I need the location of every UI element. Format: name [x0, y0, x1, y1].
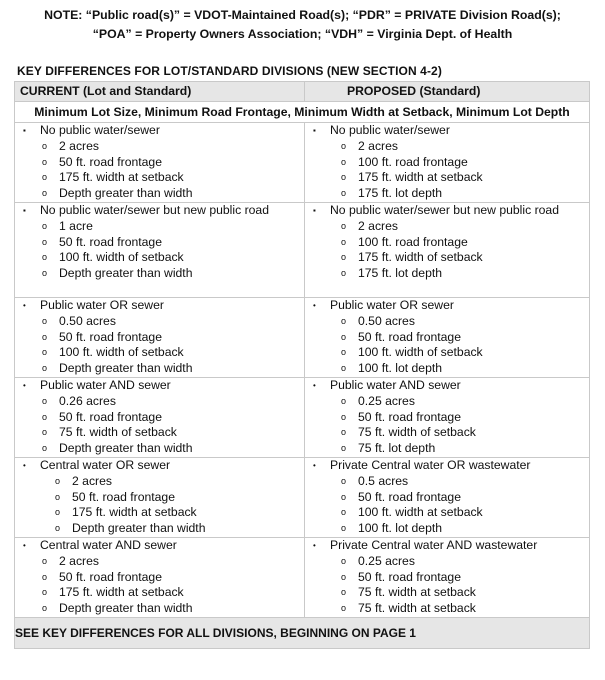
round-bullet-icon: •: [23, 381, 26, 390]
requirement-text: 2 acres: [358, 218, 398, 233]
requirement-item: [305, 570, 589, 586]
circle-bullet-icon: o: [42, 156, 48, 167]
circle-bullet-icon: o: [42, 252, 48, 263]
requirement-text: Depth greater than width: [72, 521, 206, 536]
requirement-text: 50 ft. road frontage: [59, 569, 162, 584]
circle-bullet-icon: o: [42, 571, 48, 582]
requirement-item: [15, 474, 304, 490]
square-bullet-icon: ▪: [313, 206, 316, 215]
proposed-column-header: PROPOSED (Standard): [305, 82, 590, 102]
note-line-2: “POA” = Property Owners Association; “VDH” = Virginia Dept. of Health: [92, 27, 513, 41]
circle-bullet-icon: o: [42, 443, 48, 454]
requirement-item: [15, 570, 304, 586]
square-bullet-icon: ▪: [313, 126, 316, 135]
requirement-item: [305, 521, 589, 537]
circle-bullet-icon: o: [341, 427, 347, 438]
category-item: [305, 123, 589, 139]
requirement-text: 2 acres: [59, 553, 99, 568]
requirement-item: [305, 474, 589, 490]
requirement-text: 2 acres: [72, 473, 112, 488]
circle-bullet-icon: o: [341, 411, 347, 422]
requirement-item: [15, 314, 304, 330]
category-item: [305, 203, 589, 219]
category-label: Public water OR sewer: [330, 298, 454, 312]
requirement-text: 0.26 acres: [59, 393, 116, 408]
requirement-item: [15, 266, 304, 282]
current-cell: [15, 203, 305, 298]
category-item: [305, 458, 589, 474]
requirement-item: [305, 235, 589, 251]
square-bullet-icon: ▪: [23, 126, 26, 135]
requirement-text: 0.5 acres: [358, 473, 409, 488]
circle-bullet-icon: o: [341, 491, 347, 502]
requirement-item: [305, 186, 589, 202]
circle-bullet-icon: o: [341, 555, 347, 566]
category-label: No public water/sewer but new public road: [40, 203, 269, 217]
subheader-row: [15, 102, 590, 123]
requirement-item: [15, 521, 304, 537]
requirement-item: [305, 601, 589, 617]
circle-bullet-icon: o: [341, 523, 347, 534]
requirement-item: [305, 490, 589, 506]
category-label: No public water/sewer: [330, 123, 450, 137]
requirement-text: Depth greater than width: [59, 266, 193, 281]
category-item: [15, 203, 304, 219]
category-item: [15, 123, 304, 139]
requirement-text: 75 ft. width of setback: [59, 425, 177, 440]
requirement-item: [305, 410, 589, 426]
circle-bullet-icon: o: [55, 507, 61, 518]
category-label: Private Central water AND wastewater: [330, 538, 538, 552]
note-line-1: NOTE: “Public road(s)” = VDOT-Maintained Road(s); “PDR” = PRIVATE Division Road(s);: [44, 8, 561, 22]
definitions-note: [0, 6, 605, 44]
circle-bullet-icon: o: [341, 363, 347, 374]
current-cell: [15, 378, 305, 458]
requirement-item: [305, 266, 589, 282]
requirement-text: 175 ft. width at setback: [59, 170, 184, 185]
requirement-item: [15, 505, 304, 521]
requirement-text: 2 acres: [59, 138, 99, 153]
requirement-item: [15, 554, 304, 570]
category-label: No public water/sewer but new public road: [330, 203, 559, 217]
circle-bullet-icon: o: [42, 220, 48, 231]
requirement-text: 100 ft. road frontage: [358, 234, 468, 249]
category-item: [15, 538, 304, 554]
requirement-text: 100 ft. width of setback: [358, 345, 483, 360]
circle-bullet-icon: o: [341, 475, 347, 486]
requirement-item: [305, 361, 589, 377]
requirement-text: 50 ft. road frontage: [358, 569, 461, 584]
circle-bullet-icon: o: [42, 395, 48, 406]
requirement-item: [305, 314, 589, 330]
requirement-text: 175 ft. width of setback: [358, 250, 483, 265]
requirement-item: [15, 170, 304, 186]
circle-bullet-icon: o: [341, 507, 347, 518]
requirement-text: 175 ft. width at setback: [59, 585, 184, 600]
requirement-text: 175 ft. width at setback: [72, 505, 197, 520]
requirement-text: Depth greater than width: [59, 601, 193, 616]
requirement-item: [15, 186, 304, 202]
category-label: Public water AND sewer: [40, 378, 171, 392]
requirement-text: 175 ft. width at setback: [358, 170, 483, 185]
round-bullet-icon: •: [313, 381, 316, 390]
category-item: [305, 538, 589, 554]
requirement-item: [305, 155, 589, 171]
circle-bullet-icon: o: [55, 475, 61, 486]
requirement-item: [15, 235, 304, 251]
requirement-text: 1 acre: [59, 218, 93, 233]
requirement-text: 100 ft. lot depth: [358, 361, 443, 376]
requirement-text: 50 ft. road frontage: [59, 409, 162, 424]
current-cell: [15, 538, 305, 618]
circle-bullet-icon: o: [341, 172, 347, 183]
requirement-text: 50 ft. road frontage: [59, 329, 162, 344]
current-cell: [15, 458, 305, 538]
category-item: [305, 298, 589, 314]
circle-bullet-icon: o: [341, 252, 347, 263]
category-label: Private Central water OR wastewater: [330, 458, 531, 472]
circle-bullet-icon: o: [341, 603, 347, 614]
circle-bullet-icon: o: [42, 587, 48, 598]
proposed-cell: [305, 123, 590, 203]
table-row: [15, 458, 590, 538]
requirement-item: [305, 250, 589, 266]
category-item: [15, 298, 304, 314]
requirement-item: [305, 345, 589, 361]
circle-bullet-icon: o: [341, 331, 347, 342]
requirement-item: [15, 490, 304, 506]
circle-bullet-icon: o: [341, 268, 347, 279]
round-bullet-icon: •: [23, 461, 26, 470]
circle-bullet-icon: o: [55, 491, 61, 502]
circle-bullet-icon: o: [341, 140, 347, 151]
circle-bullet-icon: o: [341, 188, 347, 199]
requirement-text: 75 ft. width at setback: [358, 585, 476, 600]
header-row: [15, 82, 590, 102]
requirement-text: Depth greater than width: [59, 441, 193, 456]
circle-bullet-icon: o: [341, 220, 347, 231]
circle-bullet-icon: o: [341, 156, 347, 167]
round-bullet-icon: •: [313, 301, 316, 310]
proposed-cell: [305, 538, 590, 618]
circle-bullet-icon: o: [42, 603, 48, 614]
category-label: Public water OR sewer: [40, 298, 164, 312]
table-row: [15, 203, 590, 298]
requirement-text: 100 ft. road frontage: [358, 154, 468, 169]
table-row: [15, 123, 590, 203]
requirement-text: 175 ft. lot depth: [358, 186, 443, 201]
requirement-item: [15, 250, 304, 266]
category-label: No public water/sewer: [40, 123, 160, 137]
requirement-text: 75 ft. width at setback: [358, 601, 476, 616]
category-label: Public water AND sewer: [330, 378, 461, 392]
requirement-text: Depth greater than width: [59, 186, 193, 201]
circle-bullet-icon: o: [341, 236, 347, 247]
category-item: [15, 458, 304, 474]
table-row: [15, 378, 590, 458]
requirement-text: 100 ft. lot depth: [358, 521, 443, 536]
requirement-text: Depth greater than width: [59, 361, 193, 376]
circle-bullet-icon: o: [341, 571, 347, 582]
circle-bullet-icon: o: [42, 331, 48, 342]
proposed-cell: [305, 203, 590, 298]
requirement-item: [305, 425, 589, 441]
requirement-item: [15, 441, 304, 457]
requirement-text: 50 ft. road frontage: [358, 409, 461, 424]
requirement-item: [305, 170, 589, 186]
requirement-text: 0.25 acres: [358, 393, 415, 408]
requirement-item: [15, 330, 304, 346]
circle-bullet-icon: o: [42, 140, 48, 151]
circle-bullet-icon: o: [42, 315, 48, 326]
round-bullet-icon: •: [313, 461, 316, 470]
requirement-text: 0.50 acres: [358, 313, 415, 328]
requirement-item: [305, 394, 589, 410]
key-differences-table: [14, 81, 590, 649]
criteria-subheader: Minimum Lot Size, Minimum Road Frontage, Minimum Width at Setback, Minimum Lot Depth: [15, 102, 590, 123]
footer-row: [15, 618, 590, 649]
requirement-item: [305, 330, 589, 346]
proposed-cell: [305, 458, 590, 538]
circle-bullet-icon: o: [341, 587, 347, 598]
requirement-item: [15, 425, 304, 441]
requirement-text: 50 ft. road frontage: [358, 489, 461, 504]
table-row: [15, 538, 590, 618]
proposed-cell: [305, 298, 590, 378]
round-bullet-icon: •: [23, 541, 26, 550]
current-column-header: CURRENT (Lot and Standard): [15, 82, 305, 102]
requirement-item: [305, 505, 589, 521]
circle-bullet-icon: o: [341, 395, 347, 406]
circle-bullet-icon: o: [42, 363, 48, 374]
requirement-text: 100 ft. width of setback: [59, 250, 184, 265]
circle-bullet-icon: o: [42, 347, 48, 358]
requirement-item: [15, 345, 304, 361]
requirement-text: 50 ft. road frontage: [358, 329, 461, 344]
circle-bullet-icon: o: [42, 172, 48, 183]
current-cell: [15, 123, 305, 203]
category-item: [15, 378, 304, 394]
requirement-item: [15, 361, 304, 377]
requirement-item: [305, 554, 589, 570]
requirement-item: [305, 139, 589, 155]
circle-bullet-icon: o: [42, 188, 48, 199]
requirement-text: 2 acres: [358, 138, 398, 153]
square-bullet-icon: ▪: [23, 206, 26, 215]
requirement-item: [15, 394, 304, 410]
circle-bullet-icon: o: [341, 347, 347, 358]
requirement-text: 75 ft. width of setback: [358, 425, 476, 440]
circle-bullet-icon: o: [55, 523, 61, 534]
requirement-item: [15, 139, 304, 155]
requirement-item: [15, 219, 304, 235]
circle-bullet-icon: o: [341, 315, 347, 326]
circle-bullet-icon: o: [42, 555, 48, 566]
requirement-text: 0.50 acres: [59, 313, 116, 328]
requirement-item: [305, 585, 589, 601]
category-item: [305, 378, 589, 394]
requirement-item: [15, 601, 304, 617]
requirement-text: 175 ft. lot depth: [358, 266, 443, 281]
round-bullet-icon: •: [23, 301, 26, 310]
requirement-text: 50 ft. road frontage: [59, 154, 162, 169]
proposed-cell: [305, 378, 590, 458]
requirement-item: [15, 410, 304, 426]
requirement-text: 0.25 acres: [358, 553, 415, 568]
requirement-item: [15, 585, 304, 601]
requirement-text: 50 ft. road frontage: [72, 489, 175, 504]
requirement-text: 100 ft. width at setback: [358, 505, 483, 520]
requirement-text: 50 ft. road frontage: [59, 234, 162, 249]
category-label: Central water OR sewer: [40, 458, 171, 472]
circle-bullet-icon: o: [42, 427, 48, 438]
circle-bullet-icon: o: [42, 268, 48, 279]
requirement-text: 75 ft. lot depth: [358, 441, 436, 456]
circle-bullet-icon: o: [341, 443, 347, 454]
requirement-item: [305, 441, 589, 457]
table-row: [15, 298, 590, 378]
circle-bullet-icon: o: [42, 236, 48, 247]
round-bullet-icon: •: [313, 541, 316, 550]
circle-bullet-icon: o: [42, 411, 48, 422]
requirement-text: 100 ft. width of setback: [59, 345, 184, 360]
current-cell: [15, 298, 305, 378]
requirement-item: [15, 155, 304, 171]
requirement-item: [305, 219, 589, 235]
table-title: KEY DIFFERENCES FOR LOT/STANDARD DIVISIONS (NEW SECTION 4-2): [17, 64, 442, 78]
category-label: Central water AND sewer: [40, 538, 177, 552]
footer-note: SEE KEY DIFFERENCES FOR ALL DIVISIONS, BEGINNING ON PAGE 1: [15, 618, 590, 649]
